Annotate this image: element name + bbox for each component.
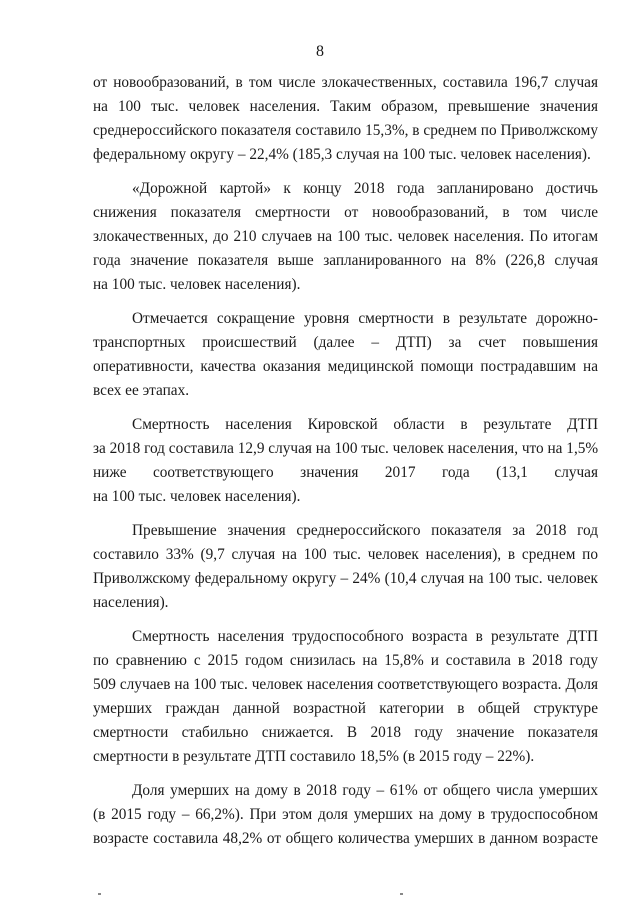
text-line: возрасте составила 48,2% от общего количества умерших в данном возрасте <box>93 830 598 847</box>
text-line: среднероссийского показателя составило 15,3%, в среднем по Приволжскому <box>93 122 598 139</box>
page-number: 8 <box>316 43 324 60</box>
paragraph <box>93 177 598 297</box>
text-line: ниже соответствующего значения 2017 года (13,1 случая <box>93 464 598 481</box>
paragraph <box>93 519 598 615</box>
document-body <box>93 71 598 861</box>
text-line: составило 33% (9,7 случая на 100 тыс. человек населения), в среднем по <box>93 546 598 563</box>
text-line: (в 2015 году – 66,2%). При этом доля умерших на дому в трудоспособном <box>93 806 598 823</box>
paragraph <box>93 625 598 769</box>
text-line: Превышение значения среднероссийского показателя за 2018 год <box>132 522 598 539</box>
text-line: всех ее этапах. <box>93 382 190 399</box>
text-line: на 100 тыс. человек населения). <box>93 276 301 293</box>
text-line: населения). <box>93 594 169 611</box>
text-line: федеральному округу – 22,4% (185,3 случая на 100 тыс. человек населения). <box>93 146 591 163</box>
text-line: от новообразований, в том числе злокачественных, составила 196,7 случая <box>93 74 598 91</box>
text-line: Смертность населения трудоспособного возраста в результате ДТП <box>132 628 598 645</box>
text-line: транспортных происшествий (далее – ДТП) за счет повышения <box>93 334 598 351</box>
text-line: за 2018 год составила 12,9 случая на 100 тыс. человек населения, что на 1,5% <box>93 440 599 457</box>
scan-mark <box>400 893 403 895</box>
scan-mark <box>98 893 101 895</box>
text-line: на 100 тыс. человек населения). <box>93 488 301 505</box>
paragraph <box>93 71 598 167</box>
paragraph <box>93 779 598 851</box>
text-line: Приволжскому федеральному округу – 24% (10,4 случая на 100 тыс. человек <box>93 570 598 587</box>
text-line: смертности стабильно снижается. В 2018 году значение показателя <box>93 724 598 741</box>
text-line: Отмечается сокращение уровня смертности в результате дорожно- <box>132 310 598 327</box>
text-line: на 100 тыс. человек населения. Таким образом, превышение значения <box>93 98 598 115</box>
text-line: снижения показателя смертности от новообразований, в том числе <box>93 204 598 221</box>
text-line: Смертность населения Кировской области в результате ДТП <box>132 416 598 433</box>
text-line: злокачественных, до 210 случаев на 100 тыс. человек населения. По итогам <box>93 228 598 245</box>
text-line: смертности в результате ДТП составило 18,5% (в 2015 году – 22%). <box>93 748 535 765</box>
text-line: оперативности, качества оказания медицинской помощи пострадавшим на <box>93 358 598 375</box>
paragraph <box>93 307 598 403</box>
paragraph <box>93 413 598 509</box>
text-line: года значение показателя выше запланированного на 8% (226,8 случая <box>93 252 598 269</box>
text-line: по сравнению с 2015 годом снизилась на 15,8% и составила в 2018 году <box>93 652 598 669</box>
text-line: умерших граждан данной возрастной категории в общей структуре <box>93 700 598 717</box>
text-line: 509 случаев на 100 тыс. человек населения соответствующего возраста. Доля <box>93 676 598 693</box>
text-line: Доля умерших на дому в 2018 году – 61% от общего числа умерших <box>132 782 598 799</box>
text-line: «Дорожной картой» к концу 2018 года запланировано достичь <box>132 180 598 197</box>
